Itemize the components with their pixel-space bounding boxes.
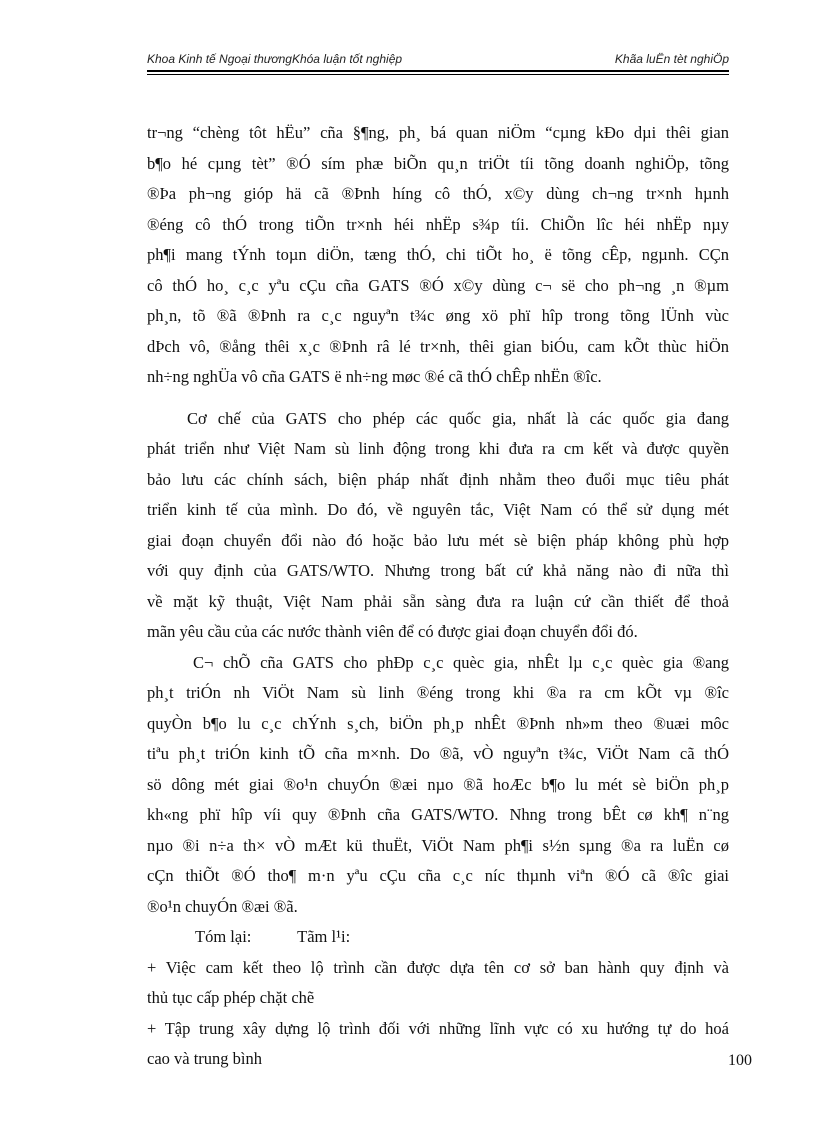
page-number: 100 xyxy=(728,1052,752,1069)
text-line: phát triển như Việt Nam sù linh động trong khi đưa ra cm kết và được quyền xyxy=(147,439,729,458)
paragraph-1 xyxy=(147,118,729,393)
header-rule-thick xyxy=(147,70,729,72)
page-header xyxy=(147,52,729,72)
text-line: C¬ chÕ cña GATS cho phÐp c¸c quèc gia, nhÊt lµ c¸c quèc gia ®ang xyxy=(193,652,729,672)
text-line: về mặt kỹ thuật, Việt Nam phải sẵn sàng đưa ra luận cứ cần thiết để thoả xyxy=(147,591,729,611)
summary-heading xyxy=(147,922,729,953)
text-line: nh÷ng nghÜa vô cña GATS ë nh÷ng møc ®é cã thÓ chÊp nhËn ®îc. xyxy=(147,367,602,386)
paragraph-gap xyxy=(147,393,729,404)
text-line: ph¸t triÓn nh ViÖt Nam sù linh ®éng trong khi ®a ra cm kÕt vµ ®îc xyxy=(147,683,729,702)
text-line: kh«ng phï hîp víi quy ®Þnh cña GATS/WTO. Nhng trong bÊt cø kh¶ n¨ng xyxy=(147,805,729,824)
paragraph-2 xyxy=(147,404,729,648)
text-line: ®éng cô thÓ trong tiÕn tr×nh héi nhËp s¾p tíi. ChiÕn lîc héi nhËp nµy xyxy=(147,214,729,234)
text-line: ph¸n, tõ ®ã ®Þnh ra c¸c nguyªn t¾c øng xö phï hîp trong tõng lÜnh vùc xyxy=(147,306,729,325)
header-rule-thin xyxy=(147,74,729,75)
bullet-line: + Việc cam kết theo lộ trình cần được dựa tên cơ sở ban hành quy định và xyxy=(147,957,729,977)
bullet-list xyxy=(147,953,729,1075)
text-line: bảo lưu các chính sách, biện pháp nhất định nhằm theo đuổi mục tiêu phát xyxy=(147,469,729,489)
text-line: sö dông mét giai ®o¹n chuyÓn ®æi nµo ®ã hoÆc b¶o lu mét sè biÖn ph¸p xyxy=(147,774,729,794)
text-line: tr¬ng “chèng tôt hËu” cña §¶ng, ph¸ bá quan niÖm “cµng kÐo dµi thêi gian xyxy=(147,123,729,142)
text-line: triển kinh tế của mình. Do đó, về nguyên tắc, Việt Nam có thể sử dụng mét xyxy=(147,500,729,519)
text-line: nµo ®i n÷a th× vÒ mÆt kü thuËt, ViÖt Nam ph¶i s½n sµng ®a ra luËn cø xyxy=(147,835,729,855)
text-line: mãn yêu cầu của các nước thành viên để có được giai đoạn chuyển đổi đó. xyxy=(147,622,638,641)
summary-label: Tóm lại: xyxy=(195,927,252,946)
document-body xyxy=(147,118,729,1075)
bullet-line: cao và trung bình xyxy=(147,1049,263,1068)
text-line: Cơ chế của GATS cho phép các quốc gia, nhất là các quốc gia đang xyxy=(187,408,729,428)
text-line: cô thÓ ho¸ c¸c yªu cÇu cña GATS ®Ó x©y dùng c¬ së cho ph¬ng ¸n ®µm xyxy=(147,275,729,295)
text-line: ®o¹n chuyÓn ®æi ®ã. xyxy=(147,896,298,916)
header-left-text: Khoa Kinh tế Ngoại thươngKhóa luận tốt nghiệp xyxy=(147,52,403,66)
text-line: với quy định của GATS/WTO. Nhưng trong bất cứ khả năng nào đi nữa thì xyxy=(147,561,729,580)
text-line: ®Þa ph¬ng gióp hä cã ®Þnh híng cô thÓ, x©y dùng ch¬ng tr×nh hµnh xyxy=(147,184,729,203)
text-line: cÇn thiÕt ®Ó tho¶ m·n yªu cÇu cña c¸c níc thµnh viªn ®Ó cã ®îc giai xyxy=(147,866,729,885)
header-right-text: Khãa luËn tèt nghiÖp xyxy=(614,52,729,66)
text-line: dÞch vô, ®ång thêi x¸c ®Þnh râ lé tr×nh, thêi gian biÓu, cam kÕt thùc hiÖn xyxy=(147,336,729,356)
bullet-line: thủ tục cấp phép chặt chẽ xyxy=(147,988,315,1007)
summary-label-garbled: Tãm l¹i: xyxy=(297,927,351,946)
paragraph-3 xyxy=(147,648,729,923)
bullet-line: + Tập trung xây dựng lộ trình đối với những lĩnh vực có xu hướng tự do hoá xyxy=(147,1018,729,1038)
text-line: b¶o hé cµng tèt” ®Ó sím phæ biÕn qu¸n triÖt tíi tõng doanh nghiÖp, tõng xyxy=(147,153,729,173)
text-line: tiªu ph¸t triÓn kinh tÕ cña m×nh. Do ®ã, vÒ nguyªn t¾c, ViÖt Nam cã thÓ xyxy=(147,744,729,763)
text-line: ph¶i mang tÝnh toµn diÖn, tæng thÓ, chi tiÕt ho¸ ë tõng cÊp, ngµnh. CÇn xyxy=(147,245,729,264)
text-line: quyÒn b¶o lu c¸c chÝnh s¸ch, biÖn ph¸p nhÊt ®Þnh nh»m theo ®uæi môc xyxy=(147,713,729,733)
text-line: giai đoạn chuyển đổi nào đó hoặc bảo lưu mét sè biện pháp không phù hợp xyxy=(147,530,729,550)
